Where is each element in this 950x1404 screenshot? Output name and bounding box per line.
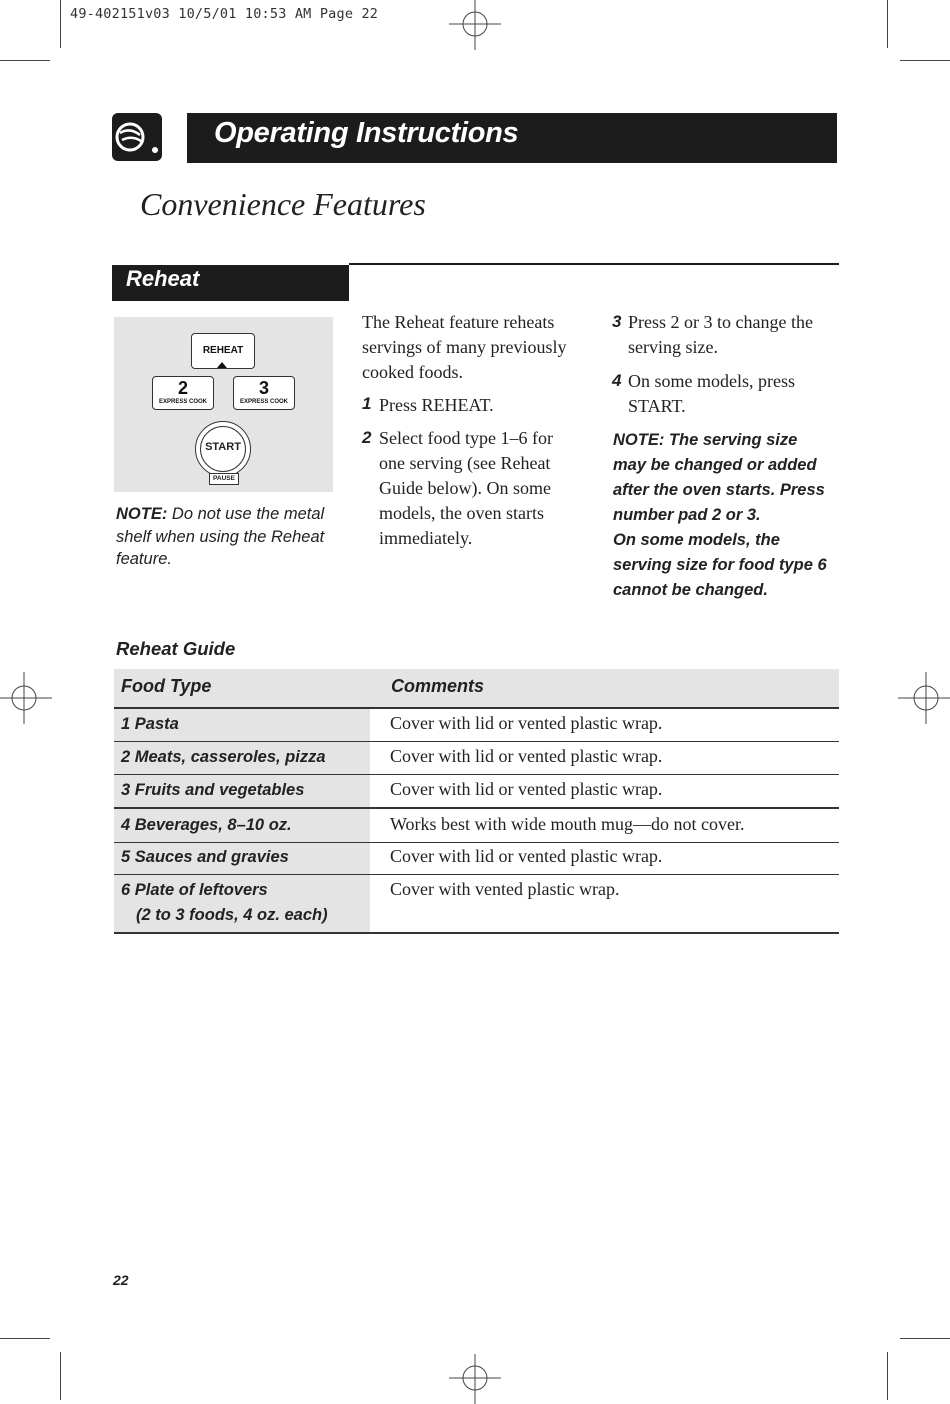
keypad-illustration [114, 317, 333, 492]
start-key-label: START [205, 441, 241, 453]
table-rule [114, 807, 839, 809]
table-rule [114, 874, 839, 875]
registration-mark-icon [898, 672, 950, 724]
step-number: 1 [362, 394, 372, 413]
table-rule [114, 774, 839, 775]
key-3-label: EXPRESS COOK [239, 399, 288, 405]
key-3-number: 3 [258, 378, 269, 398]
table-rule [114, 707, 839, 709]
pause-label: PAUSE [209, 473, 239, 485]
step-text: Press 2 or 3 to change the serving size. [628, 312, 813, 357]
crop-mark [887, 1352, 888, 1400]
crop-mark [0, 60, 50, 61]
microwave-logo-icon [112, 113, 162, 161]
crop-mark [900, 1338, 950, 1339]
registration-mark-icon [449, 1352, 501, 1404]
crop-mark [0, 1338, 50, 1339]
crop-mark [60, 1352, 61, 1400]
step-text: Select food type 1–6 for one serving (see Reheat Guide below). On some models, the oven starts immediately. [379, 428, 553, 548]
table-row-food-detail: (2 to 3 foods, 4 oz. each) [136, 906, 328, 924]
guide-title: Reheat Guide [116, 638, 236, 659]
note-prefix: NOTE: [116, 505, 168, 523]
section-subtitle: Convenience Features [140, 186, 426, 222]
indicator-triangle-icon [217, 362, 227, 368]
section-title: Reheat [126, 266, 200, 291]
column-header-comments: Comments [391, 676, 485, 696]
table-row-comment: Works best with wide mouth mug—do not cover. [390, 814, 745, 834]
page-number: 22 [113, 1272, 129, 1288]
section-rule [349, 263, 839, 265]
table-row-comment: Cover with lid or vented plastic wrap. [390, 846, 663, 866]
note-serving-line-1: NOTE: The serving size may be changed or added after the oven starts. Press number pad 2 or 3. [613, 431, 825, 524]
step-text: On some models, press START. [628, 371, 795, 416]
table-rule [114, 932, 839, 934]
table-row-food: 6 Plate of leftovers [121, 881, 268, 899]
table-row-food: 5 Sauces and gravies [121, 848, 289, 866]
note-text: Do not use the metal shelf when using the Reheat feature. [116, 505, 325, 568]
reheat-key-label: REHEAT [202, 345, 244, 356]
table-row-food: 2 Meats, casseroles, pizza [121, 748, 326, 766]
intro-text: The Reheat feature reheats servings of many previously cooked foods. [362, 312, 567, 382]
table-row-food: 1 Pasta [121, 715, 179, 733]
table-row-comment: Cover with lid or vented plastic wrap. [390, 746, 663, 766]
start-key [195, 421, 251, 477]
column-header-food-type: Food Type [121, 676, 212, 696]
table-rule [114, 741, 839, 742]
registration-mark-icon [0, 672, 52, 724]
key-2-number: 2 [177, 378, 188, 398]
table-row-comment: Cover with lid or vented plastic wrap. [390, 713, 663, 733]
table-row-food: 3 Fruits and vegetables [121, 781, 305, 799]
table-rule [114, 842, 839, 843]
express-cook-key-3 [233, 376, 295, 410]
print-slug: 49-402151v03 10/5/01 10:53 AM Page 22 [70, 6, 379, 22]
table-row-comment: Cover with vented plastic wrap. [390, 879, 620, 899]
key-2-label: EXPRESS COOK [158, 399, 207, 405]
step-text: Press REHEAT. [379, 395, 494, 415]
page-title: Operating Instructions [214, 117, 519, 149]
table-row-comment: Cover with lid or vented plastic wrap. [390, 779, 663, 799]
table-row-food: 4 Beverages, 8–10 oz. [121, 816, 292, 834]
crop-mark [900, 60, 950, 61]
crop-mark [887, 0, 888, 48]
express-cook-key-2 [152, 376, 214, 410]
crop-mark [60, 0, 61, 48]
registration-mark-icon [449, 0, 501, 52]
note-metal-shelf [116, 503, 341, 571]
step-number: 3 [612, 312, 622, 331]
step-number: 2 [362, 428, 372, 447]
note-serving-size [613, 428, 843, 603]
note-serving-line-2: On some models, the serving size for food type 6 cannot be changed. [613, 531, 827, 599]
step-number: 4 [612, 371, 622, 390]
